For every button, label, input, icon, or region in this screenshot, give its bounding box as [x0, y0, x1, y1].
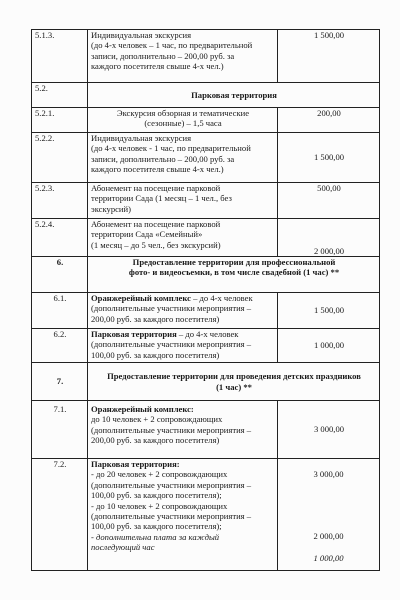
section-row [32, 83, 380, 108]
table-row [32, 108, 380, 133]
table-row [32, 133, 380, 183]
service-description: Экскурсия обзорная и тематические (сезонные) – 1,5 часа [88, 108, 278, 133]
service-description: Оранжерейный комплекс – до 4-х человек (дополнительные участники мероприятия – 200,00 руб. за каждого посетителя) [88, 293, 278, 329]
section-title: Предоставление территории для проведения детских праздников (1 час) ** [88, 363, 380, 401]
section-number: 7. [32, 363, 88, 401]
table-row [32, 329, 380, 363]
service-description: Оранжерейный комплекс: до 10 человек + 2 сопровождающих (дополнительные участники мероприятия – 200,00 руб. за каждого посетителя) [88, 401, 278, 459]
service-description: Парковая территория: - до 20 человек + 2 сопровождающих (дополнительные участники мероприятия – 100,00 руб. за каждого посетителя); - до 10 человек + 2 сопровождающих (дополнительные участники мероприятия – 100,00 руб. за каждого посетителя); - дополнительна плата за каждый последующий час [88, 459, 278, 571]
price-value: 200,00 [278, 108, 380, 133]
table-row [32, 30, 380, 83]
section-title: Парковая территория [88, 83, 380, 108]
section-number: 6. [32, 257, 88, 293]
price-value: 2 000,00 [278, 219, 380, 257]
table-row [32, 459, 380, 571]
section-number: 5.2. [32, 83, 88, 108]
row-number: 5.2.4. [32, 219, 88, 257]
price-table [31, 29, 380, 571]
table-row [32, 219, 380, 257]
row-number: 5.2.1. [32, 108, 88, 133]
service-description: Абонемент на посещение парковой территории Сада (1 месяц – 1 чел., без экскурсий) [88, 183, 278, 219]
row-number: 6.1. [32, 293, 88, 329]
section-row [32, 257, 380, 293]
price-value: 1 500,00 [278, 293, 380, 329]
price-value: 3 000,00 [278, 401, 380, 459]
row-number: 7.1. [32, 401, 88, 459]
price-value: 1 000,00 [278, 329, 380, 363]
service-description: Индивидуальная экскурсия (до 4-х человек – 1 час, по предварительной записи, дополнительно – 200,00 руб. за каждого посетителя свыше 4-х чел.) [88, 30, 278, 83]
row-number: 5.1.3. [32, 30, 88, 83]
price-value: 1 500,00 [278, 30, 380, 83]
price-value: 3 000,00 [313, 469, 344, 479]
price-value: 1 000,00 [313, 553, 344, 563]
row-number: 6.2. [32, 329, 88, 363]
service-description: Абонемент на посещение парковой территории Сада «Семейный» (1 месяц – до 5 чел., без экскурсий) [88, 219, 278, 257]
service-description: Парковая территория – до 4-х человек (дополнительные участники мероприятия – 100,00 руб. за каждого посетителя) [88, 329, 278, 363]
section-title: Предоставление территории для профессиональной фото- и видеосъемки, в том числе свадебной (1 час) ** [88, 257, 380, 293]
price-values [278, 459, 380, 571]
price-value: 1 500,00 [278, 133, 380, 183]
table-row [32, 183, 380, 219]
row-number: 7.2. [32, 459, 88, 571]
section-row [32, 363, 380, 401]
price-value: 2 000,00 [313, 531, 344, 541]
service-description: Индивидуальная экскурсия (до 4-х человек - 1 час, по предварительной записи, дополнительно – 200,00 руб. за каждого посетителя свыше 4-х чел.) [88, 133, 278, 183]
table-row [32, 293, 380, 329]
row-number: 5.2.3. [32, 183, 88, 219]
table-row [32, 401, 380, 459]
row-number: 5.2.2. [32, 133, 88, 183]
price-value: 500,00 [278, 183, 380, 219]
